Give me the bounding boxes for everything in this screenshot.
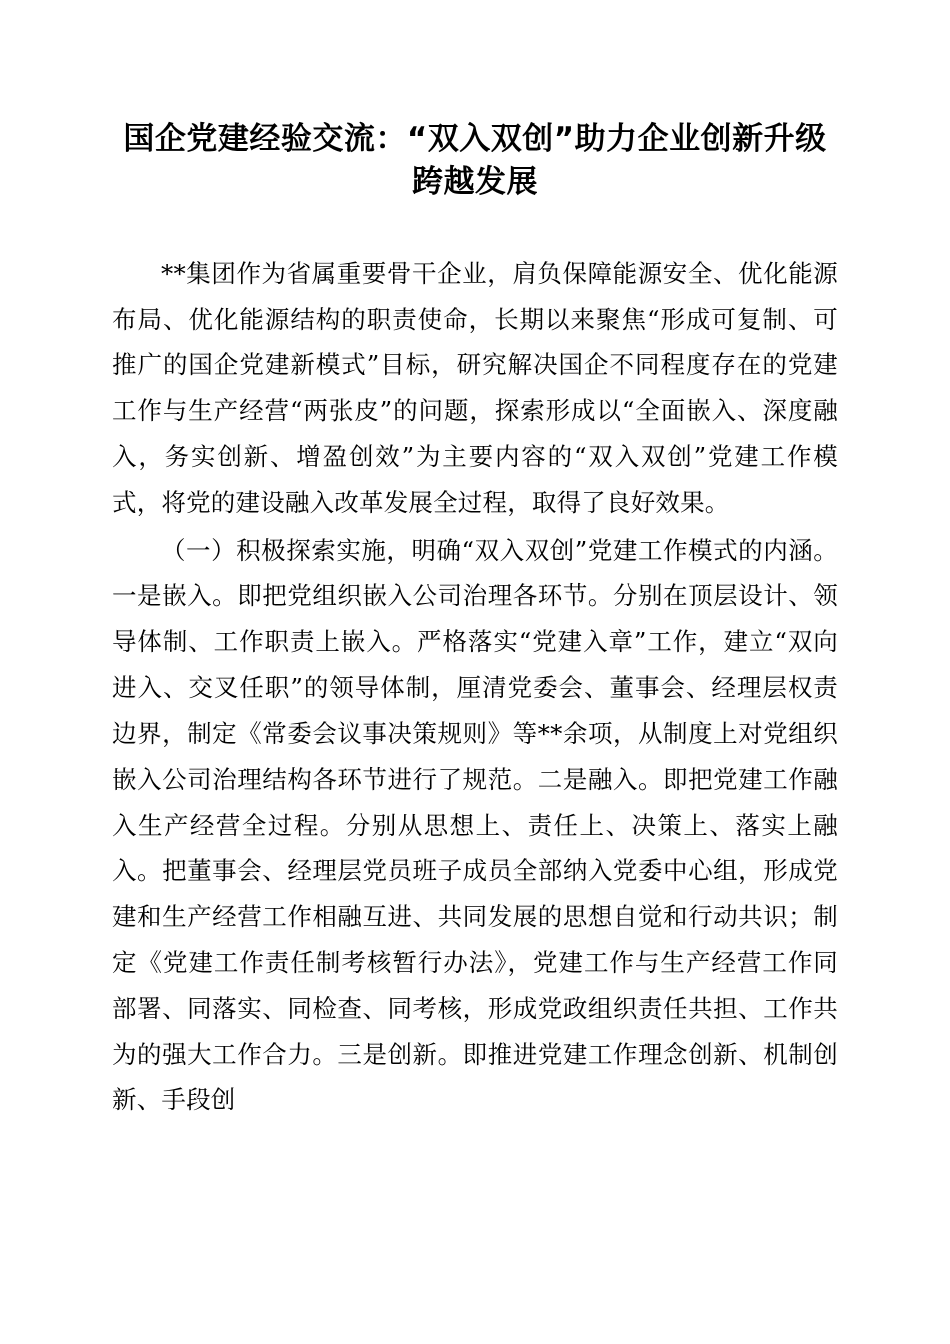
paragraph-1: **集团作为省属重要骨干企业，肩负保障能源安全、优化能源布局、优化能源结构的职责使命，长期以来聚焦“形成可复制、可推广的国企党建新模式”目标，研究解决国企不同程度存在的党建工作与生产经营“两张皮”的问题，探索形成以“全面嵌入、深度融入，务实创新、增盈创效”为主要内容的“双入双创”党建工作模式，将党的建设融入改革发展全过程，取得了良好效果。 <box>112 258 838 517</box>
paragraph-2: （一）积极探索实施，明确“双入双创”党建工作模式的内涵。一是嵌入。即把党组织嵌入公司治理各环节。分别在顶层设计、领导体制、工作职责上嵌入。严格落实“党建入章”工作，建立“双向进入、交叉任职”的领导体制，厘清党委会、董事会、经理层权责边界，制定《常委会议事决策规则》等**余项，从制度上对党组织嵌入公司治理结构各环节进行了规范。二是融入。即把党建工作融入生产经营全过程。分别从思想上、责任上、决策上、落实上融入。把董事会、经理层党员班子成员全部纳入党委中心组，形成党建和生产经营工作相融互进、共同发展的思想自觉和行动共识；制定《党建工作责任制考核暂行办法》，党建工作与生产经营工作同部署、同落实、同检查、同考核，形成党政组织责任共担、工作共为的强大工作合力。三是创新。即推进党建工作理念创新、机制创新、手段创 <box>112 535 838 1115</box>
document-body <box>112 251 838 1123</box>
page-title: 国企党建经验交流：“双入双创”助力企业创新升级跨越发展 <box>123 121 827 201</box>
